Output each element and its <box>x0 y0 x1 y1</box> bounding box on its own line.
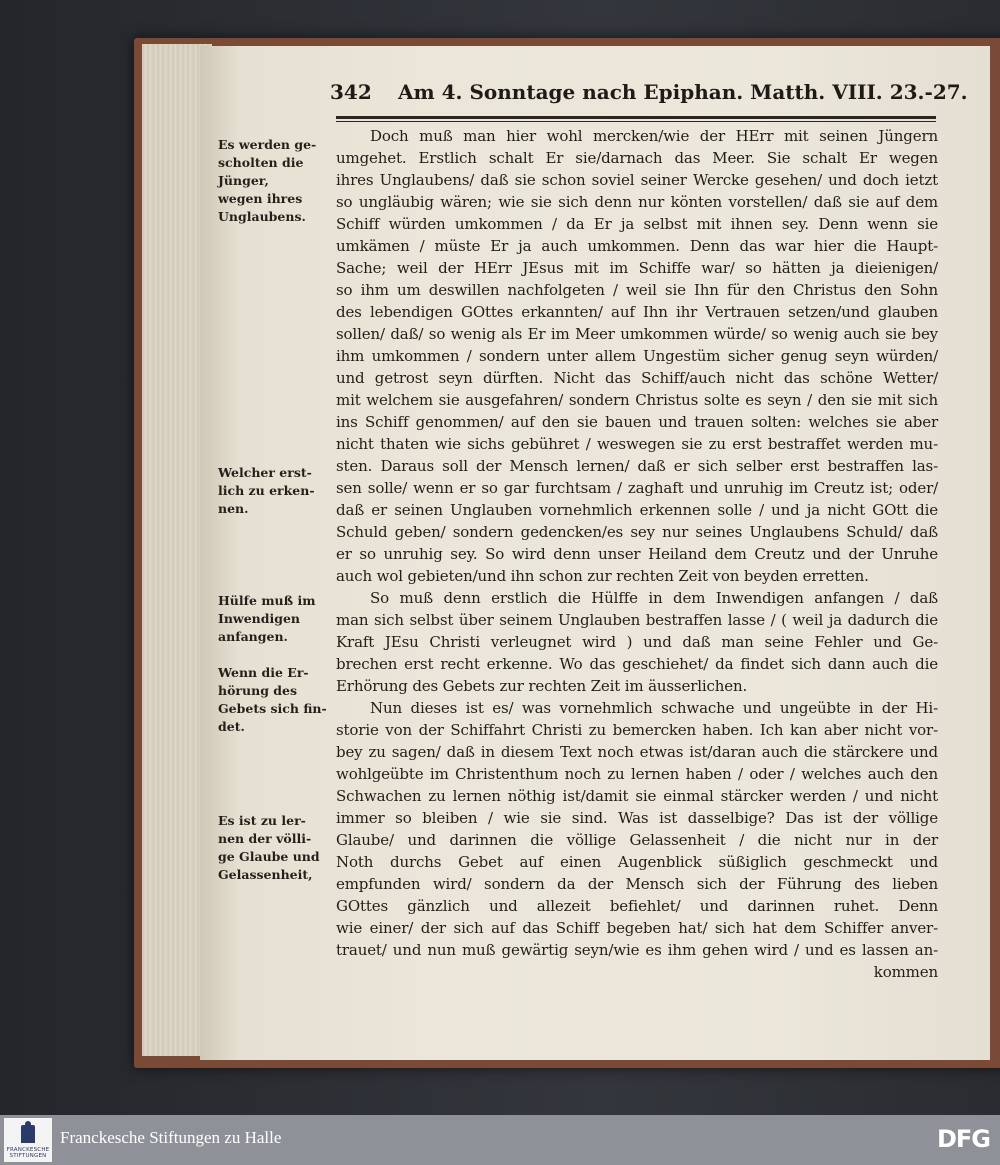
text-line: immer so bleiben / wie sie sind. Was ist dasselbige? Das ist der völlige <box>336 809 938 827</box>
head-rule-thin <box>336 121 936 122</box>
margin-note-line: ge Glaube und <box>218 849 320 864</box>
margin-note-line: Es ist zu ler- <box>218 813 306 828</box>
text-line: bey zu sagen/ daß in diesem Text noch etwas ist/daran auch die stärckere und <box>336 743 938 761</box>
text-line: wohlgeübte im Christenthum noch zu lernen haben / oder / welches auch den <box>336 765 938 783</box>
margin-note-line: Gebets sich fin- <box>218 701 327 716</box>
text-line: So muß denn erstlich die Hülffe in dem Inwendigen anfangen / daß <box>370 589 938 607</box>
text-line: empfunden wird/ sondern da der Mensch sich der Führung des lieben <box>336 875 938 893</box>
text-line: ins Schiff genommen/ auf den sie bauen und trauen solten: welches sie aber <box>336 413 938 431</box>
text-line: Schiff würden umkommen / da Er ja selbst mit ihnen sey. Denn wenn sie <box>336 215 938 233</box>
text-line: Sache; weil der HErr JEsus mit im Schiffe war/ so hätten ja dieienigen/ <box>336 259 938 277</box>
head-rule <box>336 116 936 119</box>
text-line: Nun dieses ist es/ was vornehmlich schwache und ungeübte in der Hi- <box>370 699 938 717</box>
margin-note-line: Wenn die Er- <box>218 665 309 680</box>
text-line: ihres Unglaubens/ daß sie schon soviel seiner Wercke gesehen/ und doch ietzt <box>336 171 938 189</box>
text-line: umgehet. Erstlich schalt Er sie/darnach das Meer. Sie schalt Er wegen <box>336 149 938 167</box>
margin-note-line: Gelassenheit, <box>218 867 313 882</box>
catchword: kommen <box>873 963 938 981</box>
institution-name[interactable]: Franckesche Stiftungen zu Halle <box>60 1128 282 1147</box>
margin-note-2 <box>218 464 336 518</box>
franckesche-logo[interactable] <box>4 1118 52 1162</box>
text-line: sollen/ daß/ so wenig als Er im Meer umkommen würde/ so wenig auch sie bey <box>336 325 938 343</box>
text-line: GOttes gänzlich und allezeit befiehlet/ und darinnen ruhet. Denn <box>336 897 938 915</box>
margin-note-line: det. <box>218 719 245 734</box>
text-line: und getrost seyn dürften. Nicht das Schiff/auch nicht das schöne Wetter/ <box>336 369 938 387</box>
margin-note-line: anfangen. <box>218 629 288 644</box>
logo-text: FRANCKESCHE STIFTUNGEN <box>6 1147 50 1159</box>
text-line: auch wol gebieten/und ihn schon zur rechten Zeit von beyden erretten. <box>336 567 869 585</box>
text-line: storie von der Schiffahrt Christi zu bemercken haben. Ich kan aber nicht vor- <box>336 721 938 739</box>
text-line: Noth durchs Gebet auf einen Augenblick süßiglich geschmeckt und <box>336 853 938 871</box>
text-line: Doch muß man hier wohl mercken/wie der HErr mit seinen Jüngern <box>370 127 938 145</box>
text-line: des lebendigen GOttes erkannten/ auf Ihn ihr Vertrauen setzen/und glauben <box>336 303 938 321</box>
margin-note-line: Hülfe muß im <box>218 593 316 608</box>
margin-note-5 <box>218 812 336 884</box>
margin-note-line: Jünger, <box>218 173 269 188</box>
text-line: so ungläubig wären; wie sie sich denn nur könten vorstellen/ daß sie auf dem <box>336 193 938 211</box>
viewer-footer <box>0 1115 1000 1165</box>
margin-note-line: Es werden ge- <box>218 137 317 152</box>
text-line: nicht thaten wie sichs gebühret / weswegen sie zu erst bestraffet werden mu- <box>336 435 938 453</box>
running-head <box>330 80 968 110</box>
text-line: ihm umkommen / sondern unter allem Ungestüm sicher genug seyn würden/ <box>336 347 938 365</box>
margin-note-line: nen. <box>218 501 249 516</box>
text-line: mit welchem sie ausgefahren/ sondern Christus solte es seyn / den sie mit sich <box>336 391 938 409</box>
margin-note-line: lich zu erken- <box>218 483 315 498</box>
margin-note-line: nen der völli- <box>218 831 312 846</box>
text-line: sten. Daraus soll der Mensch lernen/ daß er sich selber erst bestraffen las- <box>336 457 938 475</box>
margin-note-4 <box>218 664 336 736</box>
running-head-title: Am 4. Sonntage nach Epiphan. Matth. VIII. 23.-27. <box>398 80 968 104</box>
margin-note-3 <box>218 592 336 646</box>
margin-note-1 <box>218 136 336 226</box>
text-line: umkämen / müste Er ja auch umkommen. Denn das war hier die Haupt- <box>336 237 938 255</box>
text-line: man sich selbst über seinem Unglauben bestraffen lasse / ( weil ja dadurch die <box>336 611 938 629</box>
text-line: sen solle/ wenn er so gar furchtsam / zaghaft und unruhig im Creutz ist; oder/ <box>336 479 938 497</box>
margin-note-line: wegen ihres <box>218 191 303 206</box>
margin-note-line: Unglaubens. <box>218 209 306 224</box>
text-line: Schuld geben/ sondern gedencken/es sey nur seines Unglaubens Schuld/ daß <box>336 523 938 541</box>
dfg-logo[interactable]: DFG <box>936 1125 990 1153</box>
text-line: er so unruhig sey. So wird denn unser Heiland dem Creutz und der Unruhe <box>336 545 938 563</box>
margin-note-line: Inwendigen <box>218 611 301 626</box>
page-number: 342 <box>330 80 372 104</box>
margin-note-line: hörung des <box>218 683 298 698</box>
emblem-building-icon <box>21 1125 35 1143</box>
text-line: Kraft JEsu Christi verleugnet wird ) und daß man seine Fehler und Ge- <box>336 633 938 651</box>
text-line: Schwachen zu lernen nöthig ist/damit sie einmal stärcker werden / und nicht <box>336 787 938 805</box>
text-line: Erhörung des Gebets zur rechten Zeit im äusserlichen. <box>336 677 748 695</box>
text-line: daß er seinen Unglauben vornehmlich erkennen solle / und ja nicht GOtt die <box>336 501 938 519</box>
text-line: Glaube/ und darinnen die völlige Gelassenheit / die nicht nur in der <box>336 831 938 849</box>
text-line: trauet/ und nun muß gewärtig seyn/wie es ihm gehen wird / und es lassen an- <box>336 941 938 959</box>
text-line: wie einer/ der sich auf das Schiff begeben hat/ sich hat dem Schiffer anver- <box>336 919 938 937</box>
text-line: brechen erst recht erkenne. Wo das geschiehet/ da findet sich dann auch die <box>336 655 938 673</box>
margin-note-line: Welcher erst- <box>218 465 312 480</box>
text-line: so ihm um deswillen nachfolgeten / weil sie Ihn für den Christus den Sohn <box>336 281 938 299</box>
margin-note-line: scholten die <box>218 155 304 170</box>
